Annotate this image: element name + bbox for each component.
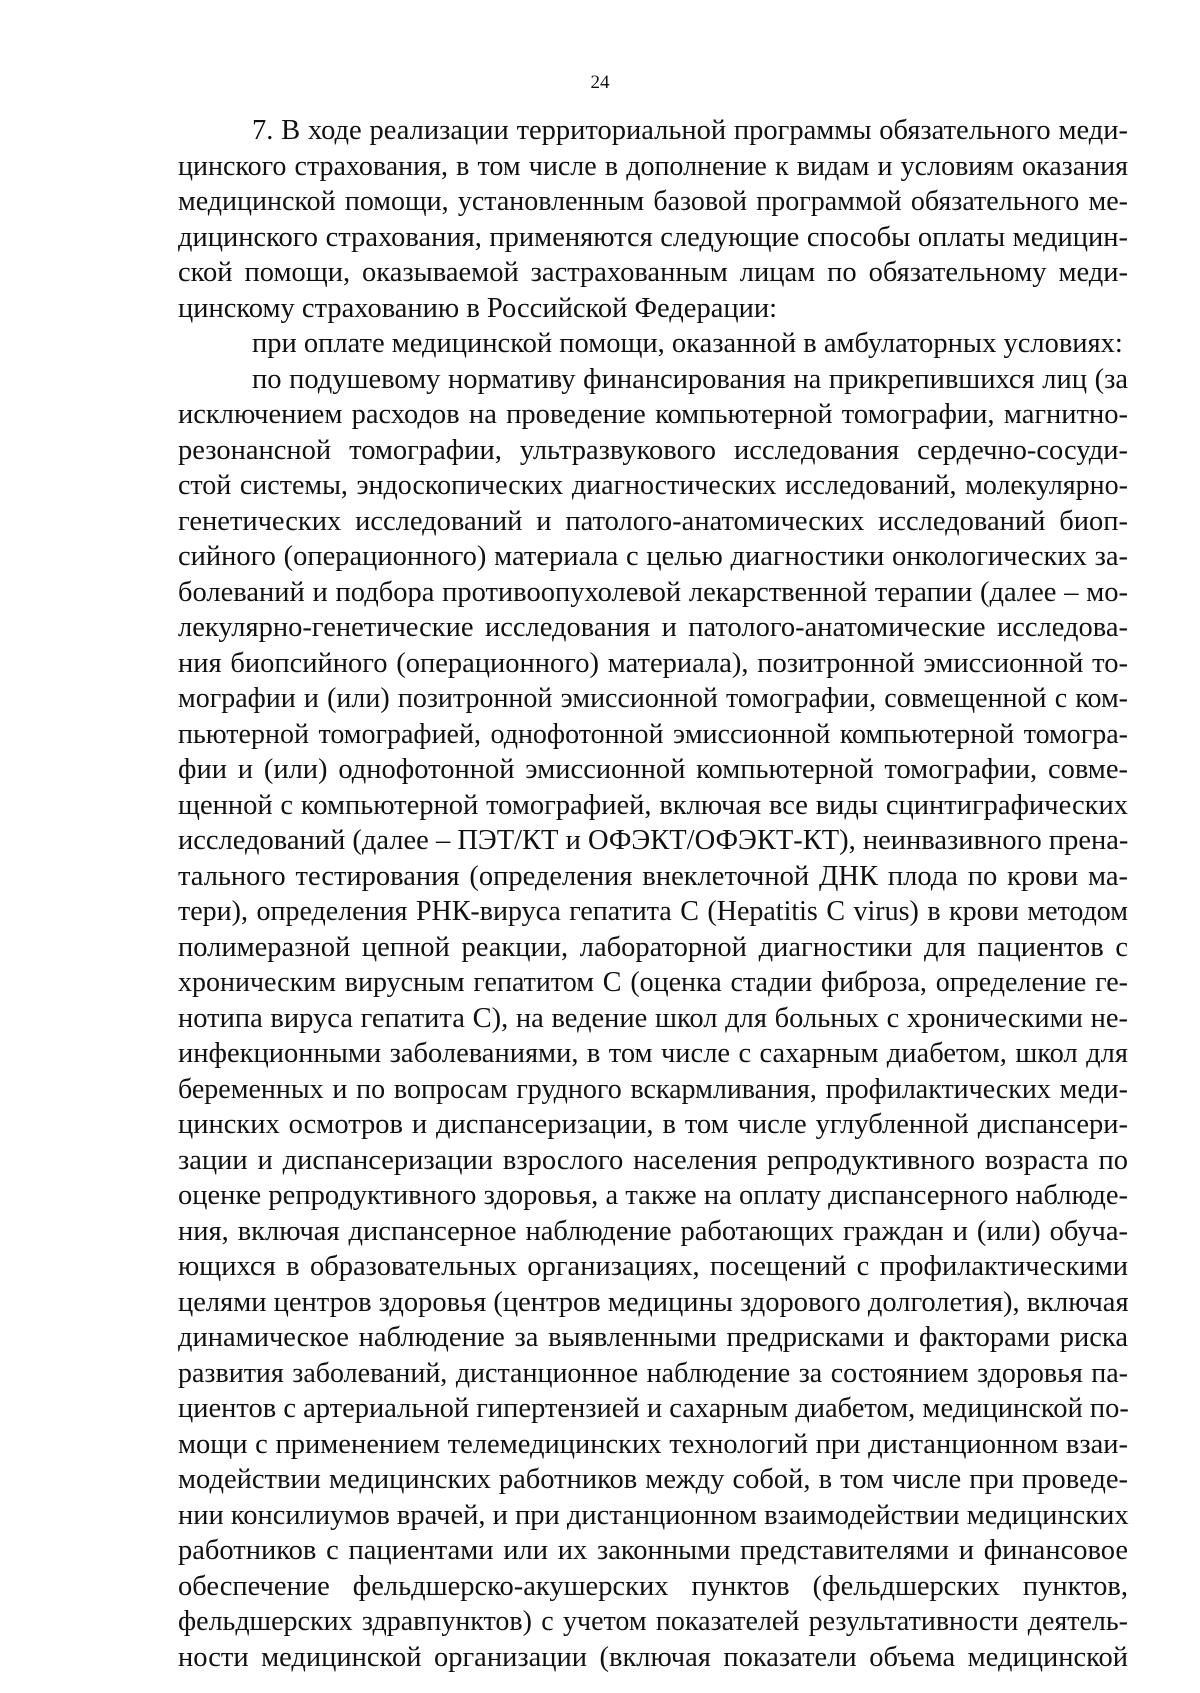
text-line: ности медицинской организации (включая показатели объема медицинской <box>178 1641 1128 1673</box>
text-line: хроническим вирусным гепатитом С (оценка стадии фиброза, определение ге- <box>178 967 1128 998</box>
page-number: 24 <box>590 72 610 93</box>
text-line: цинских осмотров и диспансеризации, в том числе углубленной диспансери- <box>178 1109 1128 1140</box>
body-text <box>178 113 1128 1675</box>
text-line: фельдшерских здравпунктов) с учетом показателей результативности деятель- <box>178 1606 1128 1637</box>
text-line: резонансной томографии, ультразвукового исследования сердечно-сосуди- <box>178 434 1128 466</box>
text-line: полимеразной цепной реакции, лабораторной диагностики для пациентов с <box>178 931 1128 963</box>
text-line: 7. В ходе реализации территориальной программы обязательного меди- <box>252 115 1128 146</box>
text-line: генетических исследований и патолого-анатомических исследований биоп- <box>178 505 1128 537</box>
text-line: сийного (операционного) материала с целью диагностики онкологических за- <box>178 541 1128 572</box>
text-line: оценке репродуктивного здоровья, а также на оплату диспансерного наблюде- <box>178 1180 1128 1211</box>
text-line: мографии и (или) позитронной эмиссионной томографии, совмещенной с ком- <box>178 683 1128 714</box>
text-line: зации и диспансеризации взрослого населения репродуктивного возраста по <box>178 1144 1128 1176</box>
text-line: цинского страхования, в том числе в дополнение к видам и условиям оказания <box>178 150 1128 182</box>
text-line: беременных и по вопросам грудного вскармливания, профилактических меди- <box>178 1073 1128 1105</box>
text-line: развития заболеваний, дистанционное наблюдение за состоянием здоровья па- <box>178 1357 1128 1389</box>
text-line: исследований (далее – ПЭТ/КТ и ОФЭКТ/ОФЭКТ-КТ), неинвазивного прена- <box>178 825 1129 856</box>
text-line: динамическое наблюдение за выявленными предрисками и факторами риска <box>178 1322 1128 1353</box>
text-line: ния биопсийного (операционного) материала), позитронной эмиссионной то- <box>178 647 1128 679</box>
text-line: ния, включая диспансерное наблюдение работающих граждан и (или) обуча- <box>178 1215 1128 1247</box>
text-line: ющихся в образовательных организациях, посещений с профилактическими <box>178 1251 1128 1282</box>
text-line: ской помощи, оказываемой застрахованным лицам по обязательному меди- <box>178 257 1128 288</box>
text-line: дицинского страхования, применяются следующие способы оплаты медицин- <box>178 221 1128 253</box>
text-line: лекулярно-генетические исследования и патолого-анатомические исследова- <box>178 612 1128 643</box>
text-line: цинскому страхованию в Российской Федерации: <box>178 292 778 324</box>
text-line: по подушевому нормативу финансирования на прикрепившихся лиц (за <box>252 363 1128 395</box>
text-line: циентов с артериальной гипертензией и сахарным диабетом, медицинской по- <box>178 1393 1129 1424</box>
text-line: щенной с компьютерной томографией, включая все виды сцинтиграфических <box>178 789 1128 821</box>
text-line: болеваний и подбора противоопухолевой лекарственной терапии (далее – мо- <box>178 576 1128 608</box>
text-line: стой системы, эндоскопических диагностических исследований, молекулярно- <box>178 470 1128 501</box>
text-line: работников с пациентами или их законными представителями и финансовое <box>178 1535 1128 1566</box>
text-line: медицинской помощи, установленным базовой программой обязательного ме- <box>178 186 1128 217</box>
text-line: мощи с применением телемедицинских технологий при дистанционном взаи- <box>178 1428 1128 1460</box>
text-line: модействии медицинских работников между собой, в том числе при проведе- <box>178 1464 1128 1495</box>
text-line: тального тестирования (определения внеклеточной ДНК плода по крови ма- <box>178 860 1128 892</box>
text-line: пьютерной томографией, однофотонной эмиссионной компьютерной томогра- <box>178 718 1128 750</box>
text-line: целями центров здоровья (центров медицины здорового долголетия), включая <box>178 1286 1129 1318</box>
text-line: исключением расходов на проведение компьютерной томографии, магнитно- <box>178 399 1128 430</box>
text-line: инфекционными заболеваниями, в том числе с сахарным диабетом, школ для <box>178 1038 1128 1069</box>
text-line: тери), определения РНК-вируса гепатита С (Hepatitis C virus) в крови методом <box>178 896 1128 927</box>
text-line: обеспечение фельдшерско-акушерских пунктов (фельдшерских пунктов, <box>178 1570 1128 1602</box>
text-line: нии консилиумов врачей, и при дистанционном взаимодействии медицинских <box>178 1499 1129 1531</box>
text-line: нотипа вируса гепатита С), на ведение школ для больных с хроническими не- <box>178 1002 1128 1034</box>
text-line: при оплате медицинской помощи, оказанной в амбулаторных условиях: <box>252 328 1123 359</box>
text-line: фии и (или) однофотонной эмиссионной компьютерной томографии, совме- <box>178 754 1128 785</box>
